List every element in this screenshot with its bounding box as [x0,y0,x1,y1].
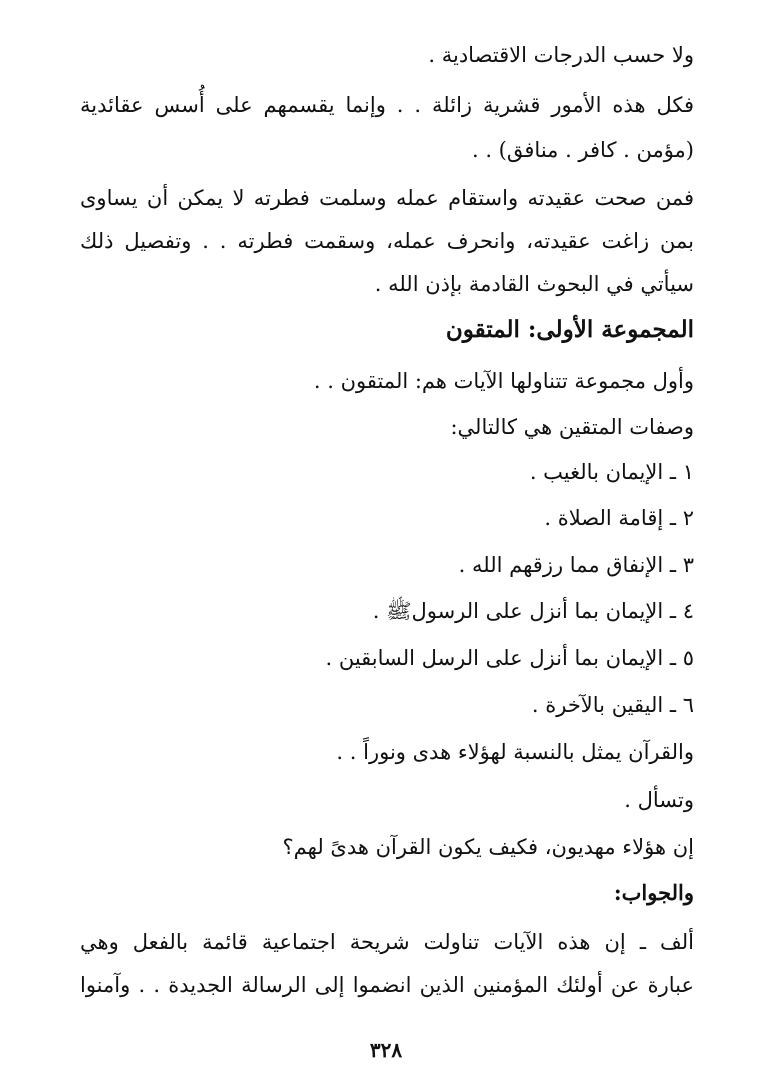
text-line: وتسأل . [624,788,694,812]
page-number: ٣٢٨ [369,1038,403,1062]
answer-label: والجواب: [613,880,694,905]
list-item: ٢ ـ إقامة الصلاة . [544,506,694,530]
section-heading: المجموعة الأولى: المتقون [445,316,694,343]
text-line: ولا حسب الدرجات الاقتصادية . [428,43,694,67]
list-item: ٣ ـ الإنفاق مما رزقهم الله . [458,553,694,577]
text-line: فكل هذه الأمور قشرية زائلة . . وإنما يقسمهم على أُسس عقائدية [80,93,694,117]
text-line: ألف ـ إن هذه الآيات تناولت شريحة اجتماعية قائمة بالفعل وهي [80,930,694,954]
text-line: سيأتي في البحوث القادمة بإذن الله . [374,272,694,296]
text-line: فمن صحت عقيدته واستقام عمله وسلمت فطرته لا يمكن أن يساوى [80,186,694,210]
text-line: وصفات المتقين هي كالتالي: [450,415,694,439]
list-item: ٥ ـ الإيمان بما أنزل على الرسل السابقين . [325,646,694,670]
text-line: والقرآن يمثل بالنسبة لهؤلاء هدى ونوراً . . [336,740,694,764]
text-line: (مؤمن . كافر . منافق) . . [471,138,694,162]
text-line: بمن زاغت عقيدته، وانحرف عمله، وسقمت فطرته . . وتفصيل ذلك [80,229,694,253]
text-line: وأول مجموعة تتناولها الآيات هم: المتقون . . [313,369,694,393]
list-item: ١ ـ الإيمان بالغيب . [529,460,694,484]
list-item: ٦ ـ اليقين بالآخرة . [531,693,694,717]
text-line: عبارة عن أولئك المؤمنين الذين انضموا إلى الرسالة الجديدة . . وآمنوا [80,973,694,997]
text-line: إن هؤلاء مهديون، فكيف يكون القرآن هدىً لهم؟ [282,835,694,859]
list-item: ٤ ـ الإيمان بما أنزل على الرسولﷺ . [372,599,694,623]
